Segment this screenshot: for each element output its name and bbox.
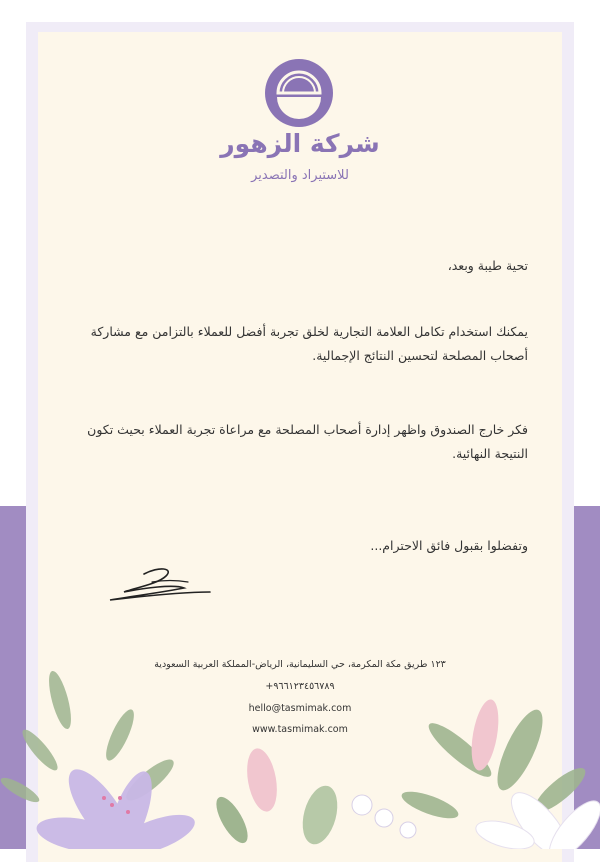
letter-closing: وتفضلوا بقبول فائق الاحترام...	[370, 538, 528, 553]
letter-paragraph-2: فكر خارج الصندوق واظهر إدارة أصحاب المصلحة مع مراعاة تجربة العملاء بحيث تكون النتيجة النهائية.	[87, 422, 528, 461]
signature-image	[104, 562, 214, 604]
letter-paragraph-1: يمكنك استخدام تكامل العلامة التجارية لخلق تجربة أفضل للعملاء بالتزامن مع مشاركة أصحاب المصلحة لتحسين النتائج الإجمالية.	[90, 324, 528, 363]
company-name: شركة الزهور	[220, 129, 380, 158]
contact-email: hello@tasmimak.com	[248, 703, 352, 714]
contact-phone: +٩٦٦١٢٣٤٥٦٧٨٩	[265, 681, 335, 692]
letter-greeting: تحية طيبة وبعد،	[447, 258, 528, 273]
contact-website: www.tasmimak.com	[252, 724, 348, 735]
logo-arch-icon	[264, 58, 334, 128]
floral-decoration	[0, 640, 600, 849]
company-tagline: للاستيراد والتصدير	[251, 168, 349, 183]
contact-address: ١٢٣ طريق مكة المكرمة، حي السليمانية، الرياض-المملكة العربية السعودية	[154, 659, 446, 670]
